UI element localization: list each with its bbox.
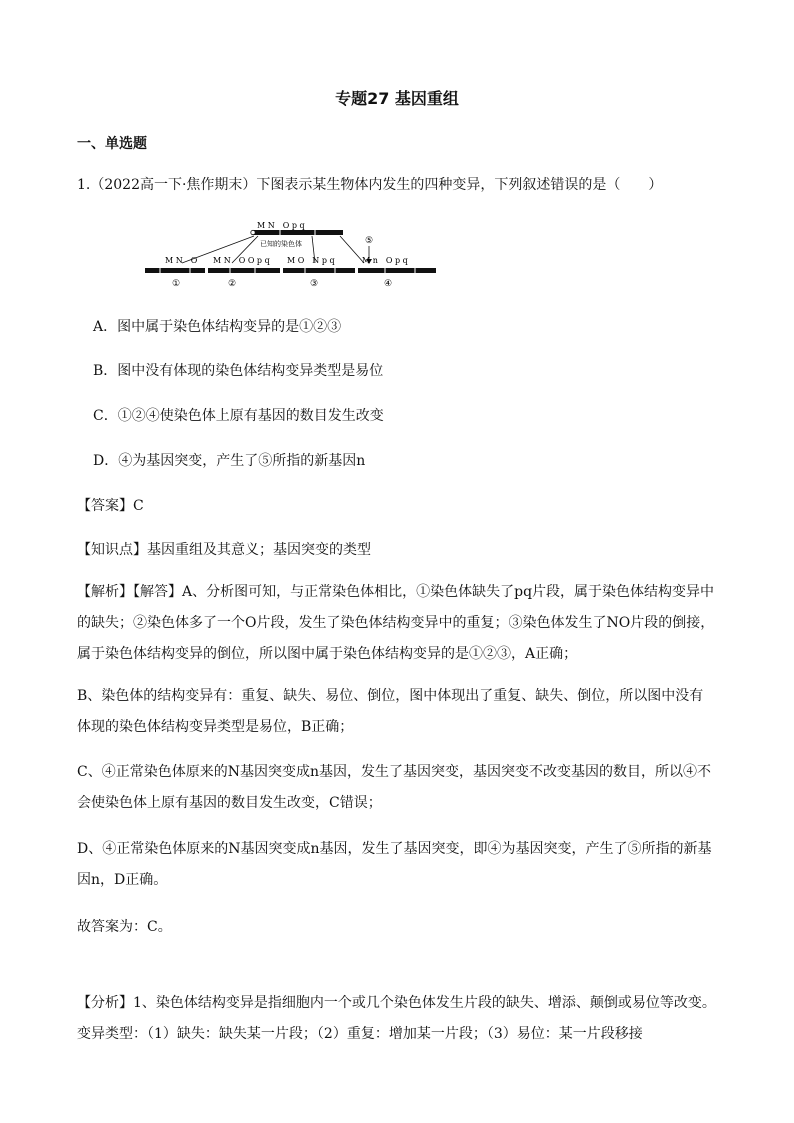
option-c: C．①②④使染色体上原有基因的数目发生改变 bbox=[93, 408, 384, 424]
analysis-paragraph-c: C、④正常染色体原来的N基因突变成n基因，发生了基因突变，基因突变不改变基因的数目，所以④不会使染色体上原有基因的数目发生改变，C错误； bbox=[77, 764, 711, 811]
top-chromosome bbox=[253, 230, 343, 235]
chromosome-4-number: ④ bbox=[384, 279, 393, 289]
chromosome-figure bbox=[140, 218, 445, 290]
analysis-paragraph-a: 【解析】【解答】A、分析图可知，与正常染色体相比，①染色体缺失了pq片段，属于染色体结构变异中的缺失；②染色体多了一个O片段，发生了染色体结构变异中的重复；③染色体发生了NO片段的倒接，属于染色体结构变异的倒位，所以图中属于染色体结构变异的是①②③，A正确； bbox=[77, 584, 715, 662]
page-title: 专题27 基因重组 bbox=[335, 89, 459, 108]
answer: 【答案】C bbox=[77, 498, 144, 514]
chromosome-2 bbox=[208, 268, 280, 273]
chromosome-1 bbox=[145, 268, 205, 273]
chromosome-4-genes: M n O p q bbox=[362, 256, 408, 265]
top-chromosome-genes: M N O p q bbox=[257, 221, 305, 230]
chromosome-2-number: ② bbox=[228, 279, 237, 289]
fenxi-paragraph: 【分析】1、染色体结构变异是指细胞内一个或几个染色体发生片段的缺失、增添、颠倒或易位等改变。变异类型：（1）缺失：缺失某一片段；（2）重复：增加某一片段；（3）易位：某一片段移接 bbox=[77, 995, 716, 1042]
option-a: A．图中属于染色体结构变异的是①②③ bbox=[93, 319, 342, 335]
analysis-paragraph-b: B、染色体的结构变异有：重复、缺失、易位、倒位，图中体现出了重复、缺失、倒位，所以图中没有体现的染色体结构变异类型是易位，B正确； bbox=[77, 688, 704, 735]
option-b: B．图中没有体现的染色体结构变异类型是易位 bbox=[93, 363, 384, 379]
knowledge-point: 【知识点】基因重组及其意义；基因突变的类型 bbox=[77, 542, 371, 558]
chromosome-2-genes: M N O O p q bbox=[213, 256, 270, 265]
analysis-paragraph-d: D、④正常染色体原来的N基因突变成n基因，发生了基因突变，即④为基因突变，产生了⑤所指的新基因n，D正确。 bbox=[77, 841, 712, 888]
chromosome-3-number: ③ bbox=[310, 279, 319, 289]
chromosome-1-genes: M N O bbox=[165, 256, 198, 265]
known-chromosome-label: 已知的染色体 bbox=[260, 240, 302, 248]
circle-five-label: ⑤ bbox=[365, 236, 374, 246]
analysis-conclusion: 故答案为：C。 bbox=[77, 919, 172, 935]
question-stem: 1.（2022高一下·焦作期末）下图表示某生物体内发生的四种变异，下列叙述错误的是（ ） bbox=[77, 177, 663, 193]
chromosome-4 bbox=[358, 268, 436, 273]
chromosome-3-genes: M O N p q bbox=[287, 256, 335, 265]
section-heading: 一、单选题 bbox=[77, 136, 147, 152]
chromosome-1-number: ① bbox=[172, 279, 181, 289]
option-d: D．④为基因突变，产生了⑤所指的新基因n bbox=[93, 453, 366, 469]
chromosome-3 bbox=[283, 268, 355, 273]
